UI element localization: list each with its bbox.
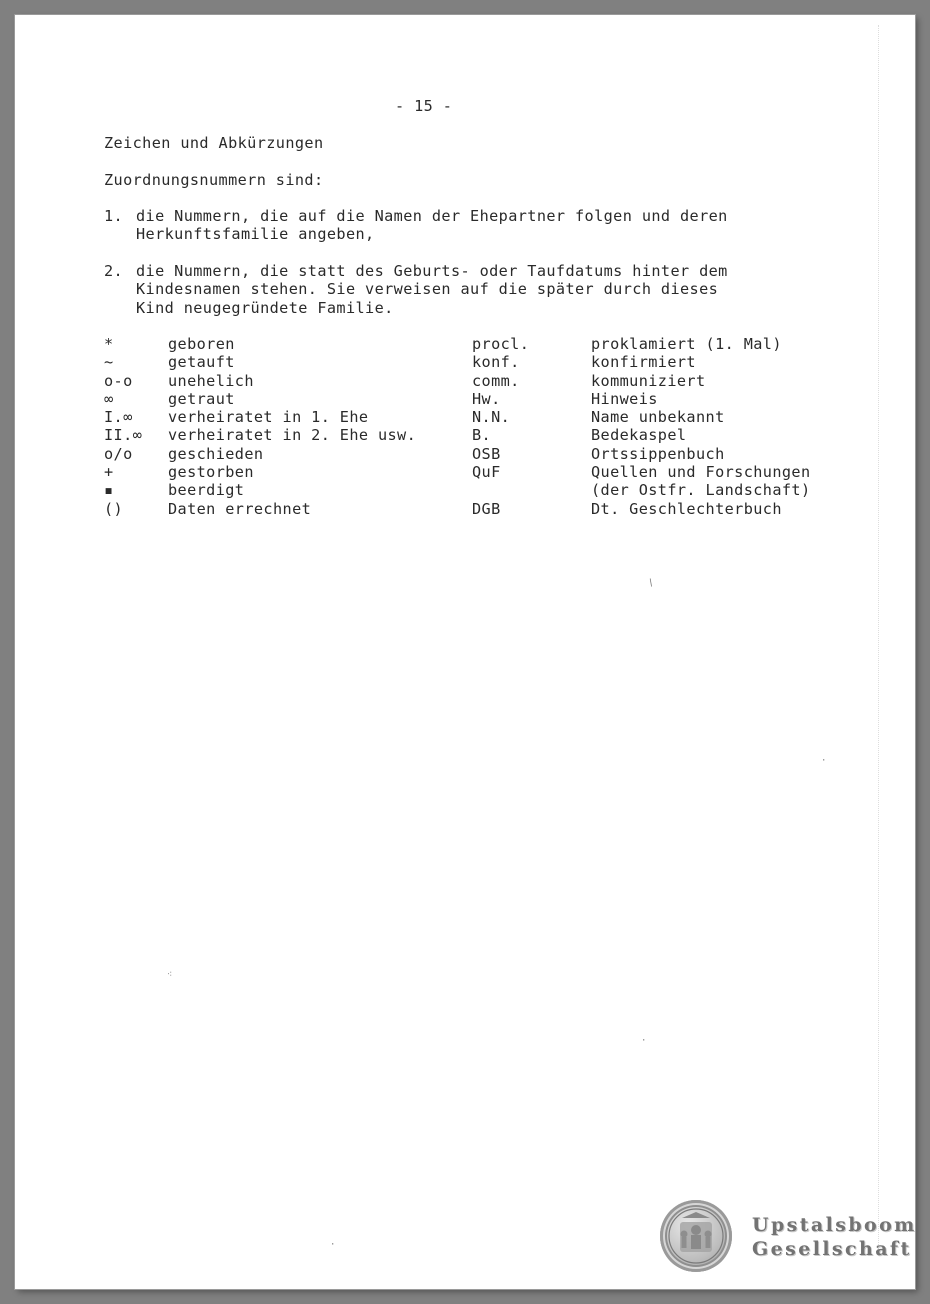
symbol-cell: ∞ — [104, 389, 114, 408]
abbr-cell: DGB — [472, 499, 501, 518]
abbr-cell: OSB — [472, 444, 501, 463]
description-cell: Hinweis — [591, 389, 658, 408]
scan-speck: ⁖ — [167, 970, 173, 980]
scan-speck: · — [641, 1036, 647, 1046]
symbol-cell: o-o — [104, 371, 133, 390]
watermark-line-1: Upstalsboom — [752, 1214, 917, 1236]
description-cell: (der Ostfr. Landschaft) — [591, 481, 811, 500]
abbr-cell: QuF — [472, 463, 501, 482]
list-line: die Nummern, die auf die Namen der Ehepartner folgen und deren — [136, 207, 728, 225]
abbr-cell: B. — [472, 426, 492, 445]
scan-edge-marks — [876, 25, 879, 1245]
description-cell: konfirmiert — [591, 353, 696, 372]
description-cell: Name unbekannt — [591, 408, 725, 427]
meaning-cell: unehelich — [168, 371, 254, 390]
symbol-cell: * — [104, 335, 114, 353]
meaning-cell: getraut — [168, 389, 235, 408]
abbr-cell: konf. — [472, 353, 520, 372]
abbr-cell: comm. — [472, 371, 520, 390]
symbol-cell: I.∞ — [104, 408, 133, 427]
meaning-cell: gestorben — [168, 463, 254, 482]
meaning-cell: verheiratet in 1. Ehe — [168, 408, 369, 427]
description-cell: Dt. Geschlechterbuch — [591, 499, 782, 518]
abbr-cell: procl. — [472, 335, 530, 353]
society-watermark — [660, 1200, 917, 1274]
seal-icon — [660, 1200, 732, 1272]
list-text — [136, 207, 728, 244]
scan-speck: / — [646, 577, 657, 589]
meaning-cell: geboren — [168, 335, 235, 353]
list-line: Kindesnamen stehen. Sie verweisen auf die später durch dieses — [136, 280, 719, 299]
symbol-cell: + — [104, 463, 114, 482]
description-cell: Ortssippenbuch — [591, 444, 725, 463]
abbr-cell: Hw. — [472, 389, 501, 408]
list-line: Herkunftsfamilie angeben, — [136, 225, 375, 244]
symbol-cell: ~ — [104, 353, 114, 372]
description-cell: Quellen und Forschungen — [591, 463, 811, 482]
symbol-cell: o/o — [104, 444, 133, 463]
watermark-line-2: Gesellschaft — [752, 1238, 912, 1260]
list-text — [136, 262, 728, 317]
list-line: die Nummern, die statt des Geburts- oder Taufdatums hinter dem — [136, 262, 728, 280]
list-number: 1. — [104, 207, 124, 225]
symbol-cell: ▪ — [104, 481, 114, 500]
document-page — [15, 15, 915, 1289]
intro-text: Zuordnungsnummern sind: — [104, 171, 324, 189]
abbr-cell: N.N. — [472, 408, 511, 427]
meaning-cell: geschieden — [168, 444, 264, 463]
description-cell: kommuniziert — [591, 371, 706, 390]
meaning-cell: getauft — [168, 353, 235, 372]
scan-speck: · — [330, 1240, 336, 1250]
symbol-cell: II.∞ — [104, 426, 143, 445]
page-number: - 15 - — [395, 97, 453, 115]
meaning-cell: verheiratet in 2. Ehe usw. — [168, 426, 417, 445]
scan-speck: · — [821, 756, 827, 766]
list-number: 2. — [104, 262, 124, 280]
symbol-cell: () — [104, 499, 124, 518]
meaning-cell: beerdigt — [168, 481, 245, 500]
list-line: Kind neugegründete Familie. — [136, 298, 394, 317]
description-cell: Bedekaspel — [591, 426, 687, 445]
meaning-cell: Daten errechnet — [168, 499, 312, 518]
section-heading: Zeichen und Abkürzungen — [104, 134, 324, 152]
description-cell: proklamiert (1. Mal) — [591, 335, 782, 353]
